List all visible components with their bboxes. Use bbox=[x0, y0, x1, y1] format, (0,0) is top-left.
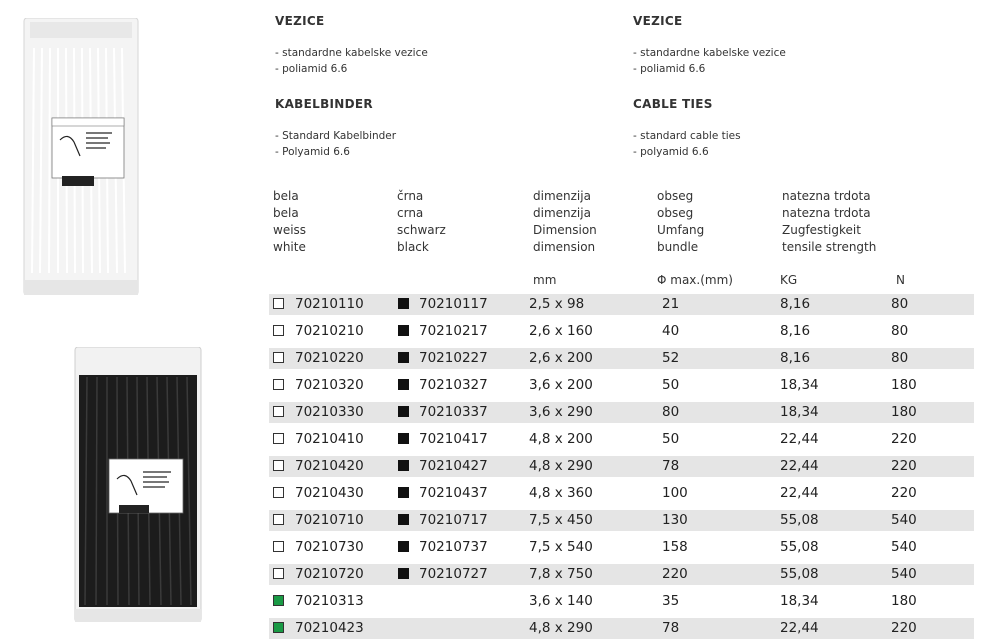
dimension-value: 7,5 x 450 bbox=[529, 512, 593, 528]
header-line: črna bbox=[397, 189, 424, 203]
bundle-value: 130 bbox=[662, 512, 688, 528]
white-article-number: 70210330 bbox=[295, 404, 364, 420]
section-title-german: KABELBINDER bbox=[275, 97, 373, 111]
dimension-value: 4,8 x 360 bbox=[529, 485, 593, 501]
white-color-square-icon bbox=[273, 379, 284, 390]
white-article-number: 70210110 bbox=[295, 296, 364, 312]
tensile-n-value: 180 bbox=[891, 404, 917, 420]
tensile-n-value: 220 bbox=[891, 485, 917, 501]
column-header-bundle bbox=[657, 188, 704, 256]
tensile-kg-value: 8,16 bbox=[780, 323, 811, 339]
black-color-square-icon bbox=[398, 514, 409, 525]
column-header-black bbox=[397, 188, 446, 256]
header-line: white bbox=[273, 240, 306, 254]
tensile-kg-value: 18,34 bbox=[780, 377, 819, 393]
black-article-number: 70210327 bbox=[419, 377, 488, 393]
tensile-kg-value: 8,16 bbox=[780, 296, 811, 312]
white-article-number: 70210313 bbox=[295, 593, 364, 609]
bundle-value: 21 bbox=[662, 296, 680, 312]
column-header-white bbox=[273, 188, 306, 256]
tensile-kg-value: 18,34 bbox=[780, 404, 819, 420]
bundle-value: 80 bbox=[662, 404, 680, 420]
column-header-tensile bbox=[782, 188, 876, 256]
header-line: dimenzija bbox=[533, 206, 591, 220]
bullet-item: - standardne kabelske vezice bbox=[633, 47, 786, 59]
header-line: weiss bbox=[273, 223, 307, 237]
green-color-square-icon bbox=[273, 622, 284, 633]
tensile-n-value: 180 bbox=[891, 377, 917, 393]
column-header-dimension bbox=[533, 188, 597, 256]
white-article-number: 70210430 bbox=[295, 485, 364, 501]
black-article-number: 70210437 bbox=[419, 485, 488, 501]
table-row bbox=[269, 537, 974, 558]
header-line: Zugfestigkeit bbox=[782, 223, 861, 237]
section-bullets-german bbox=[275, 128, 396, 160]
section-title-slovene: VEZICE bbox=[275, 14, 325, 28]
white-color-square-icon bbox=[273, 325, 284, 336]
header-line: bela bbox=[273, 189, 299, 203]
bullet-item: - poliamid 6.6 bbox=[275, 63, 348, 75]
dimension-value: 7,8 x 750 bbox=[529, 566, 593, 582]
white-article-number: 70210320 bbox=[295, 377, 364, 393]
table-row bbox=[269, 321, 974, 342]
unit-bundle: Φ max.(mm) bbox=[657, 273, 733, 287]
tensile-kg-value: 8,16 bbox=[780, 350, 811, 366]
table-row bbox=[269, 618, 974, 639]
black-color-square-icon bbox=[398, 433, 409, 444]
white-cable-tie-package-image bbox=[22, 18, 140, 295]
bundle-value: 158 bbox=[662, 539, 688, 555]
black-article-number: 70210217 bbox=[419, 323, 488, 339]
tensile-n-value: 80 bbox=[891, 296, 909, 312]
black-article-number: 70210117 bbox=[419, 296, 488, 312]
tensile-n-value: 80 bbox=[891, 350, 909, 366]
bundle-value: 50 bbox=[662, 431, 680, 447]
table-row bbox=[269, 456, 974, 477]
tensile-n-value: 540 bbox=[891, 566, 917, 582]
table-row bbox=[269, 564, 974, 585]
white-article-number: 70210220 bbox=[295, 350, 364, 366]
white-color-square-icon bbox=[273, 514, 284, 525]
bundle-value: 52 bbox=[662, 350, 680, 366]
white-color-square-icon bbox=[273, 406, 284, 417]
black-article-number: 70210727 bbox=[419, 566, 488, 582]
white-article-number: 70210410 bbox=[295, 431, 364, 447]
white-article-number: 70210210 bbox=[295, 323, 364, 339]
table-row bbox=[269, 591, 974, 612]
white-article-number: 70210720 bbox=[295, 566, 364, 582]
black-cable-tie-package-image bbox=[73, 347, 203, 622]
bullet-item: - Standard Kabelbinder bbox=[275, 130, 397, 142]
section-bullets-english bbox=[633, 128, 741, 160]
white-color-square-icon bbox=[273, 352, 284, 363]
header-line: obseg bbox=[657, 206, 694, 220]
bullet-item: - poliamid 6.6 bbox=[633, 63, 706, 75]
bullet-item: - standard cable ties bbox=[633, 130, 741, 142]
dimension-value: 4,8 x 200 bbox=[529, 431, 593, 447]
tensile-kg-value: 55,08 bbox=[780, 566, 819, 582]
header-line: schwarz bbox=[397, 223, 446, 237]
bundle-value: 50 bbox=[662, 377, 680, 393]
header-line: natezna trdota bbox=[782, 206, 871, 220]
table-row bbox=[269, 294, 974, 315]
tensile-kg-value: 22,44 bbox=[780, 485, 819, 501]
white-color-square-icon bbox=[273, 433, 284, 444]
black-article-number: 70210717 bbox=[419, 512, 488, 528]
black-color-square-icon bbox=[398, 379, 409, 390]
tensile-n-value: 220 bbox=[891, 458, 917, 474]
header-line: Umfang bbox=[657, 223, 705, 237]
tensile-kg-value: 55,08 bbox=[780, 512, 819, 528]
unit-kg: KG bbox=[780, 273, 798, 287]
header-line: dimension bbox=[533, 240, 596, 254]
tensile-n-value: 180 bbox=[891, 593, 917, 609]
black-color-square-icon bbox=[398, 406, 409, 417]
bundle-value: 220 bbox=[662, 566, 688, 582]
header-line: crna bbox=[397, 206, 424, 220]
black-color-square-icon bbox=[398, 352, 409, 363]
white-article-number: 70210423 bbox=[295, 620, 364, 636]
black-color-square-icon bbox=[398, 541, 409, 552]
white-color-square-icon bbox=[273, 541, 284, 552]
unit-dimension: mm bbox=[533, 273, 557, 287]
black-article-number: 70210227 bbox=[419, 350, 488, 366]
tensile-kg-value: 18,34 bbox=[780, 593, 819, 609]
header-line: dimenzija bbox=[533, 189, 591, 203]
black-color-square-icon bbox=[398, 487, 409, 498]
black-color-square-icon bbox=[398, 460, 409, 471]
dimension-value: 2,6 x 200 bbox=[529, 350, 593, 366]
green-color-square-icon bbox=[273, 595, 284, 606]
bullet-item: - Polyamid 6.6 bbox=[275, 146, 350, 158]
white-article-number: 70210730 bbox=[295, 539, 364, 555]
dimension-value: 3,6 x 140 bbox=[529, 593, 593, 609]
bullet-item: - polyamid 6.6 bbox=[633, 146, 709, 158]
section-bullets-croatian bbox=[633, 45, 786, 77]
header-line: black bbox=[397, 240, 429, 254]
section-title-croatian: VEZICE bbox=[633, 14, 683, 28]
tensile-kg-value: 55,08 bbox=[780, 539, 819, 555]
tensile-kg-value: 22,44 bbox=[780, 620, 819, 636]
bundle-value: 78 bbox=[662, 458, 680, 474]
dimension-value: 4,8 x 290 bbox=[529, 458, 593, 474]
black-color-square-icon bbox=[398, 298, 409, 309]
white-color-square-icon bbox=[273, 568, 284, 579]
table-row bbox=[269, 402, 974, 423]
tensile-n-value: 80 bbox=[891, 323, 909, 339]
table-row bbox=[269, 348, 974, 369]
white-article-number: 70210420 bbox=[295, 458, 364, 474]
header-line: bela bbox=[273, 206, 299, 220]
bundle-value: 40 bbox=[662, 323, 680, 339]
tensile-n-value: 540 bbox=[891, 539, 917, 555]
black-article-number: 70210427 bbox=[419, 458, 488, 474]
tensile-n-value: 540 bbox=[891, 512, 917, 528]
dimension-value: 7,5 x 540 bbox=[529, 539, 593, 555]
table-row bbox=[269, 375, 974, 396]
tensile-kg-value: 22,44 bbox=[780, 431, 819, 447]
unit-n: N bbox=[896, 273, 905, 287]
dimension-value: 3,6 x 290 bbox=[529, 404, 593, 420]
bundle-value: 35 bbox=[662, 593, 680, 609]
white-article-number: 70210710 bbox=[295, 512, 364, 528]
tensile-kg-value: 22,44 bbox=[780, 458, 819, 474]
tensile-n-value: 220 bbox=[891, 620, 917, 636]
black-article-number: 70210737 bbox=[419, 539, 488, 555]
dimension-value: 3,6 x 200 bbox=[529, 377, 593, 393]
bundle-value: 100 bbox=[662, 485, 688, 501]
header-line: bundle bbox=[657, 240, 699, 254]
tensile-n-value: 220 bbox=[891, 431, 917, 447]
header-line: Dimension bbox=[533, 223, 597, 237]
header-line: natezna trdota bbox=[782, 189, 871, 203]
bullet-item: - standardne kabelske vezice bbox=[275, 47, 428, 59]
table-row bbox=[269, 429, 974, 450]
white-color-square-icon bbox=[273, 487, 284, 498]
section-bullets-slovene bbox=[275, 45, 428, 77]
bundle-value: 78 bbox=[662, 620, 680, 636]
section-title-english: CABLE TIES bbox=[633, 97, 713, 111]
dimension-value: 2,6 x 160 bbox=[529, 323, 593, 339]
white-color-square-icon bbox=[273, 298, 284, 309]
table-row bbox=[269, 510, 974, 531]
header-line: obseg bbox=[657, 189, 694, 203]
dimension-value: 2,5 x 98 bbox=[529, 296, 585, 312]
black-color-square-icon bbox=[398, 568, 409, 579]
white-color-square-icon bbox=[273, 460, 284, 471]
header-line: tensile strength bbox=[782, 240, 877, 254]
table-row bbox=[269, 483, 974, 504]
dimension-value: 4,8 x 290 bbox=[529, 620, 593, 636]
black-article-number: 70210417 bbox=[419, 431, 488, 447]
black-article-number: 70210337 bbox=[419, 404, 488, 420]
black-color-square-icon bbox=[398, 325, 409, 336]
